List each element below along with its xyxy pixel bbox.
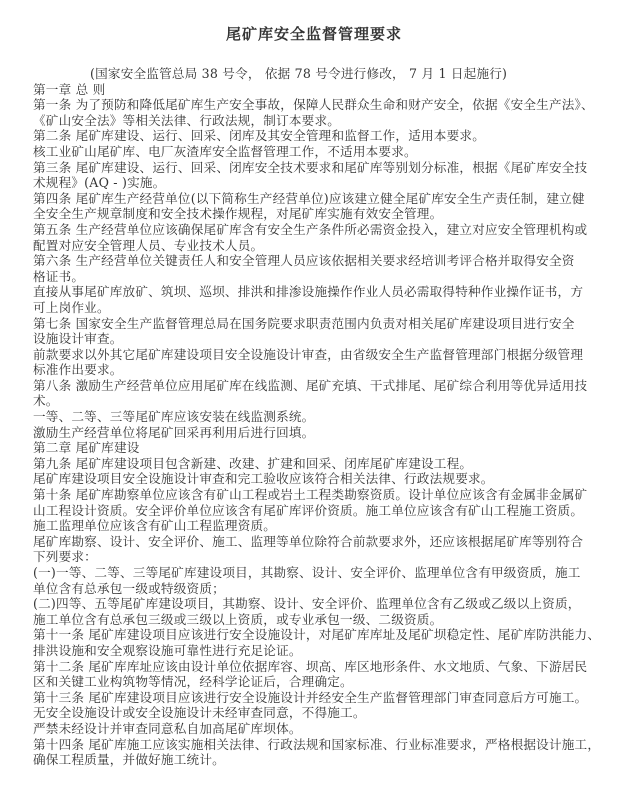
text-line: 单位含有总承包一级或特级资质； bbox=[33, 580, 225, 596]
text-line: 全安全生产规章制度和安全技术操作规程，对尾矿库实施有效安全管理。 bbox=[33, 206, 443, 222]
text-line: 第一条 为了预防和降低尾矿库生产安全事故，保障人民群众生命和财产安全，依据《安全生产法》、 bbox=[33, 97, 594, 113]
text-line: 尾矿库建设项目安全设施设计审查和完工验收应该符合相关法律、行政法规要求。 bbox=[33, 471, 494, 487]
text-line: 一等、二等、三等尾矿库应该安装在线监测系统。 bbox=[33, 409, 315, 425]
text-line: 第十四条 尾矿库施工应该实施相关法律、行政法规和国家标准、行业标准要求，严格根据设计施工， bbox=[33, 736, 601, 752]
document-body bbox=[33, 81, 601, 768]
text-line: 核工业矿山尾矿库、电厂灰渣库安全监督管理工作，不适用本要求。 bbox=[33, 143, 417, 159]
text-line: 直接从事尾矿库放矿、筑坝、巡坝、排洪和排渗设施操作作业人员必需取得特种作业操作证书，方 bbox=[33, 284, 584, 300]
text-line: 第八条 激励生产经营单位应用尾矿库在线监测、尾矿充填、干式排尾、尾矿综合利用等优异适用技 bbox=[33, 377, 588, 393]
text-line: 第十二条 尾矿库库址应该由设计单位依据库容、坝高、库区地形条件、水文地质、气象、下游居民 bbox=[33, 658, 588, 674]
text-line: 施工监理单位应该含有矿山工程监理资质。 bbox=[33, 518, 277, 534]
text-line: 区和关键工业构筑物等情况，经科学论证后，合理确定。 bbox=[33, 674, 353, 690]
text-line: (二)四等、五等尾矿库建设项目，其勘察、设计、安全评价、监理单位含有乙级或乙级以上资质， bbox=[33, 596, 581, 612]
text-line: 激励生产经营单位将尾矿回采再利用后进行回填。 bbox=[33, 424, 315, 440]
text-line: 无安全设施设计或安全设施设计未经审查同意，不得施工。 bbox=[33, 705, 366, 721]
text-line: 第二章 尾矿库建设 bbox=[33, 440, 140, 456]
text-line: 排洪设施和安全观察设施可靠性进行充足论证。 bbox=[33, 642, 302, 658]
text-line: 《矿山安全法》等相关法律、行政法规，制订本要求。 bbox=[33, 112, 341, 128]
text-line: 第十三条 尾矿库建设项目应该进行安全设施设计并经安全生产监督管理部门审查同意后方可施工。 bbox=[33, 689, 588, 705]
text-line: 第九条 尾矿库建设项目包含新建、改建、扩建和回采、闭库尾矿库建设工程。 bbox=[33, 455, 473, 471]
text-line: 第六条 生产经营单位关键责任人和安全管理人员应该依据相关要求经培训考评合格并取得安全资 bbox=[33, 253, 575, 269]
text-line: 可上岗作业。 bbox=[33, 299, 110, 315]
text-line: 第四条 尾矿库生产经营单位(以下简称生产经营单位)应该建立健全尾矿库安全生产责任制，建立健 bbox=[33, 190, 585, 206]
text-line: 严禁未经设计并审查同意私自加高尾矿库坝体。 bbox=[33, 720, 302, 736]
text-line: 第十条 尾矿库勘察单位应该含有矿山工程或岩土工程类勘察资质。设计单位应该含有金属非金属矿 bbox=[33, 487, 588, 503]
text-line: 山工程设计资质。安全评价单位应该含有尾矿库评价资质。施工单位应该含有矿山工程施工资质。 bbox=[33, 502, 584, 518]
text-line: 确保工程质量，并做好施工统计。 bbox=[33, 752, 225, 768]
text-line: 第十一条 尾矿库建设项目应该进行安全设施设计，对尾矿库库址及尾矿坝稳定性、尾矿库防洪能力、 bbox=[33, 627, 601, 643]
text-line: 设施设计审查。 bbox=[33, 331, 123, 347]
text-line: 第五条 生产经营单位应该确保尾矿库含有安全生产条件所必需资金投入，建立对应安全管理机构或 bbox=[33, 221, 588, 237]
text-line: 术规程》(AQ - )实施。 bbox=[33, 175, 166, 191]
text-line: 第二条 尾矿库建设、运行、回采、闭库及其安全管理和监督工作，适用本要求。 bbox=[33, 128, 485, 144]
text-line: 尾矿库勘察、设计、安全评价、施工、监理等单位除符合前款要求外，还应该根据尾矿库等别符合 bbox=[33, 533, 584, 549]
document-title: 尾矿库安全监督管理要求 bbox=[225, 25, 402, 43]
text-line: 配置对应安全管理人员、专业技术人员。 bbox=[33, 237, 264, 253]
text-line: 第一章 总 则 bbox=[33, 81, 106, 97]
text-line: 前款要求以外其它尾矿库建设项目安全设施设计审查，由省级安全生产监督管理部门根据分级管理 bbox=[33, 346, 584, 362]
text-line: 施工单位含有总承包三级或三级以上资质，或专业承包一级、二级资质。 bbox=[33, 611, 443, 627]
text-line: 标准作出要求。 bbox=[33, 362, 123, 378]
text-line: (一)一等、二等、三等尾矿库建设项目，其勘察、设计、安全评价、监理单位含有甲级资质，施工 bbox=[33, 565, 581, 580]
text-line: 下列要求： bbox=[33, 549, 97, 565]
text-line: 第三条 尾矿库建设、运行、回采、闭库安全技术要求和尾矿库等别划分标准，根据《尾矿库安全技 bbox=[33, 159, 588, 175]
text-line: 第七条 国家安全生产监督管理总局在国务院要求职责范围内负责对相关尾矿库建设项目进行安全 bbox=[33, 315, 575, 331]
text-line: 术。 bbox=[33, 393, 59, 409]
document-subtitle: (国家安全监管总局 38 号令， 依据 78 号令进行修改， 7 月 1 日起施行) bbox=[90, 66, 508, 81]
text-line: 格证书。 bbox=[33, 268, 85, 284]
